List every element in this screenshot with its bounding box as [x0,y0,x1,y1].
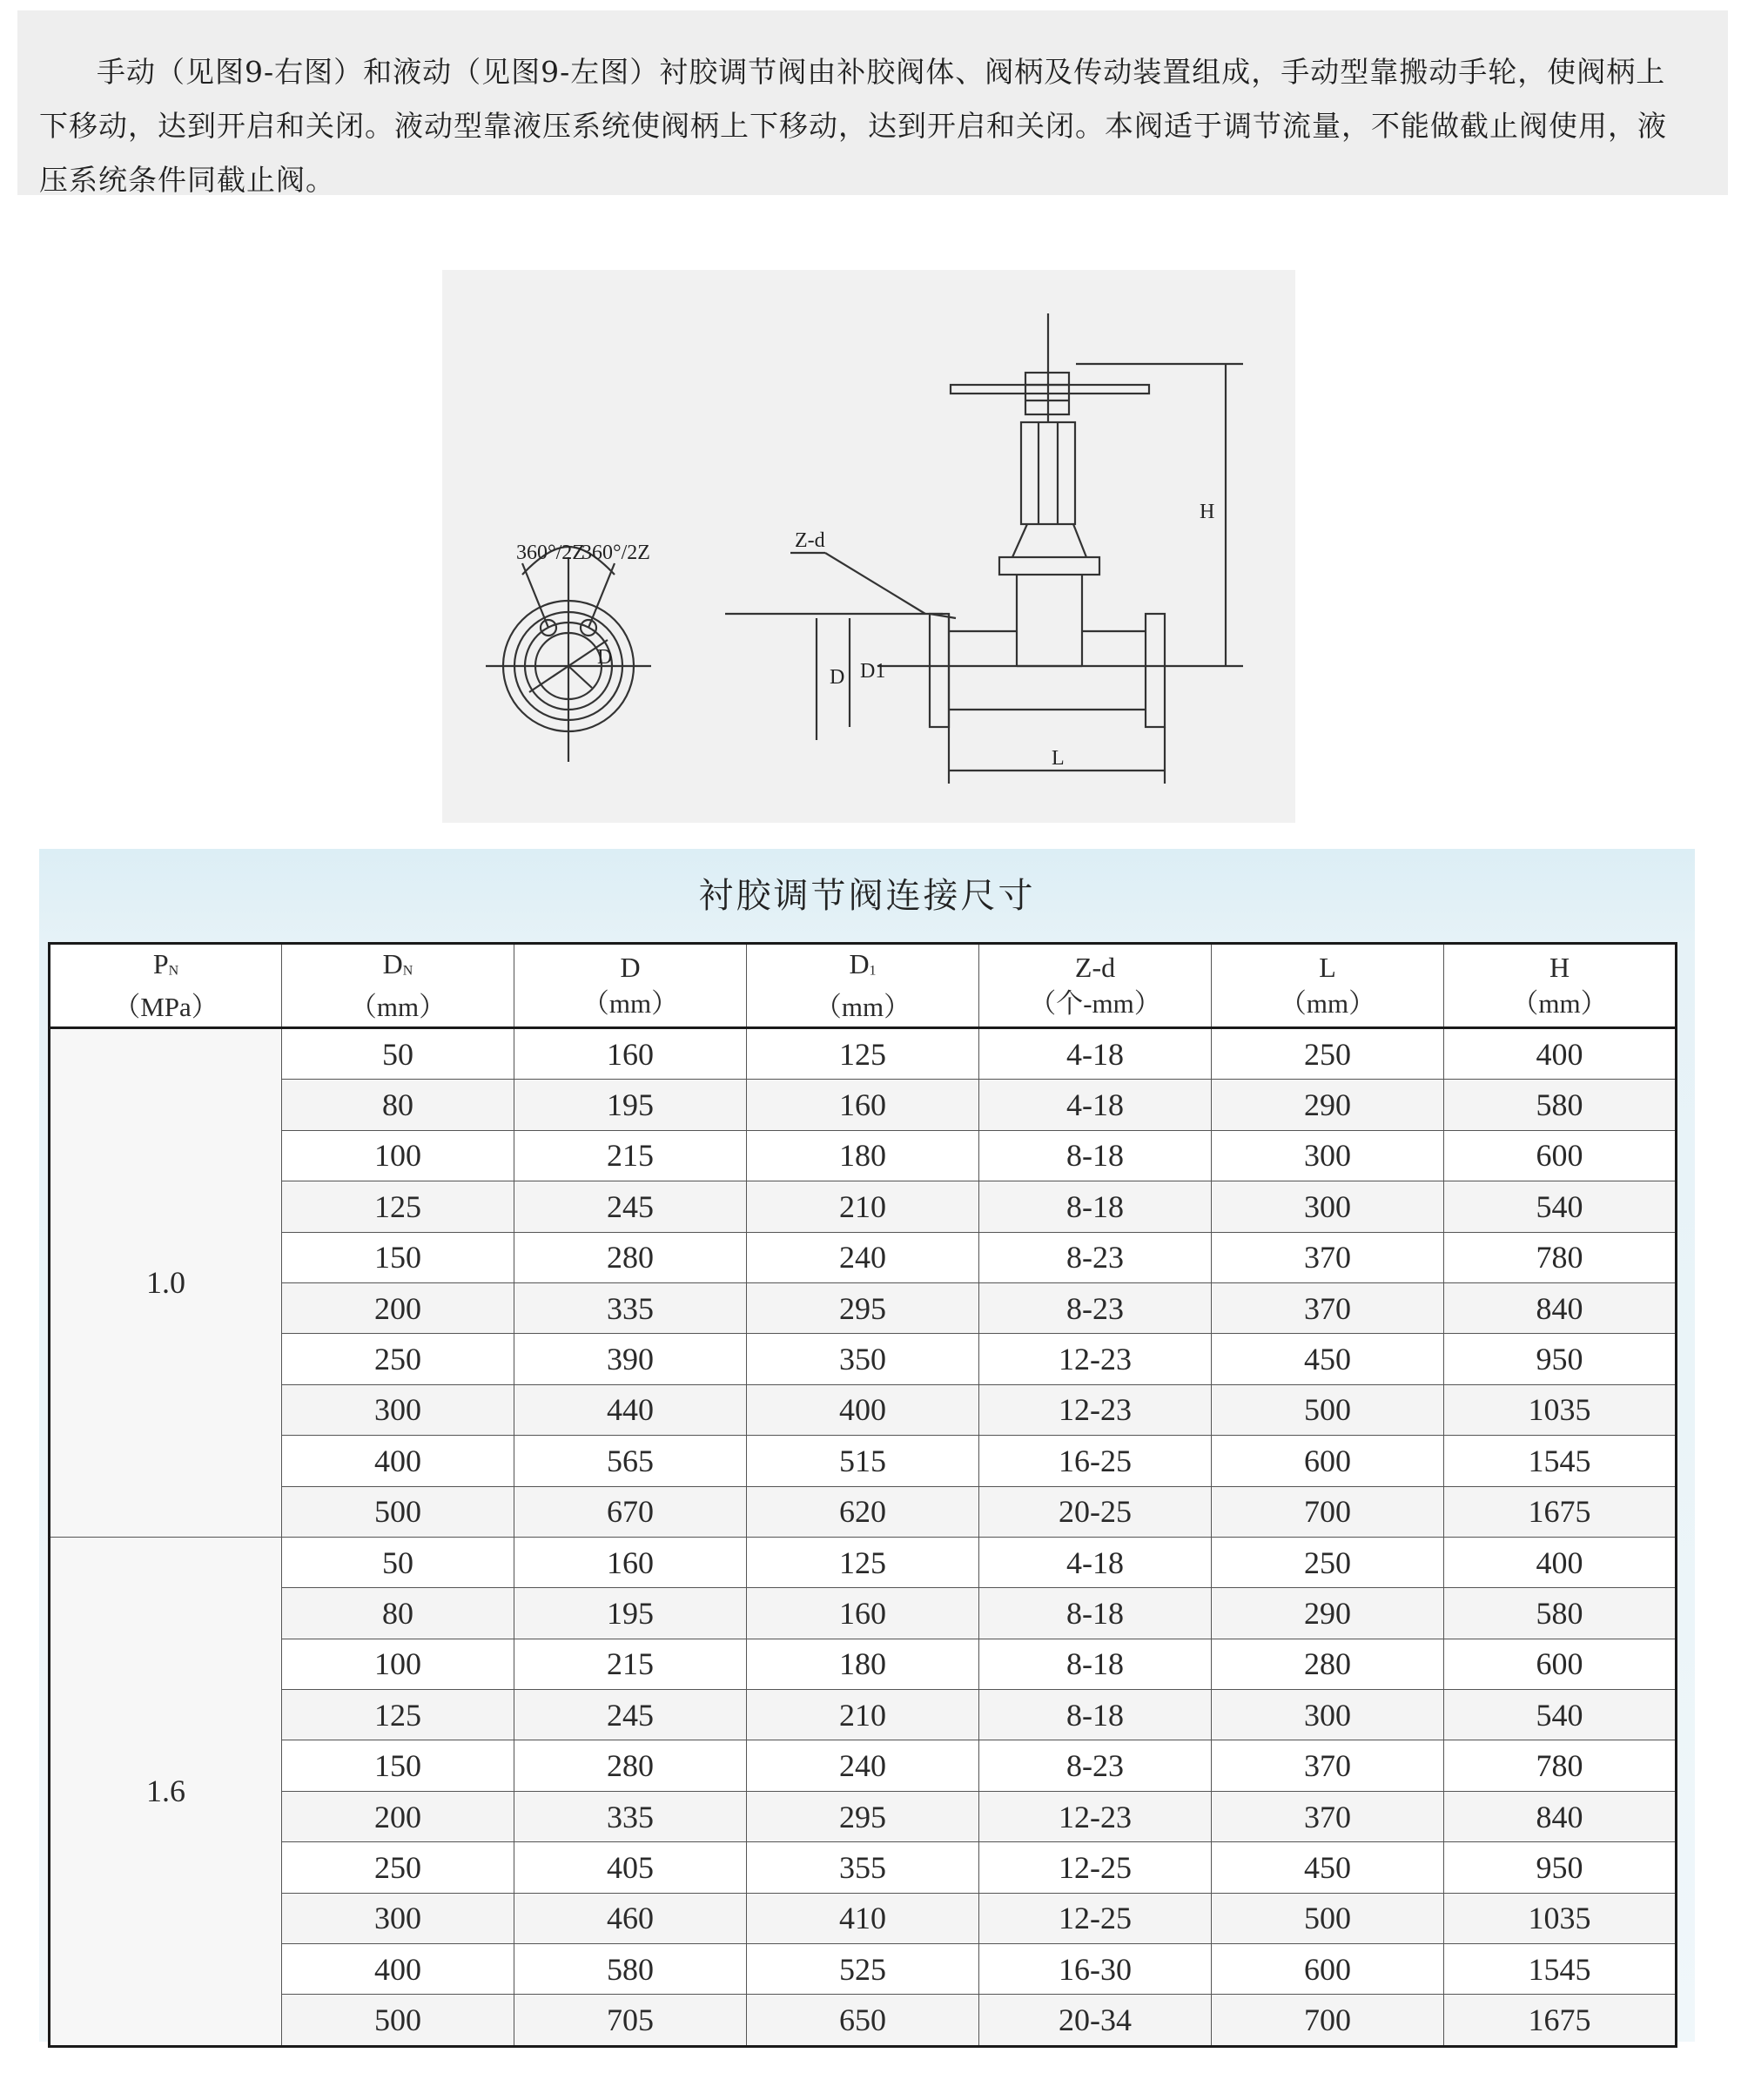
table-cell: 405 [514,1842,747,1893]
table-cell: 210 [747,1690,979,1740]
table-cell: 8-18 [979,1588,1212,1639]
table-cell: 160 [514,1028,747,1080]
column-header-symbol [1212,949,1443,986]
table-cell: 460 [514,1893,747,1943]
table-row [50,1893,1677,1943]
table-header-row [50,944,1677,1028]
pressure-cell: 1.0 [50,1028,282,1538]
valve-drawing [442,270,1295,823]
table-cell: 12-25 [979,1893,1212,1943]
column-header-unit: （MPa） [113,992,218,1023]
column-header-unit: （mm） [1279,988,1376,1019]
table-cell: 580 [1444,1080,1677,1130]
table-cell: 600 [1212,1436,1444,1486]
table-cell: 290 [1212,1588,1444,1639]
table-cell: 500 [1212,1893,1444,1943]
column-header-symbol-main: D [382,947,403,979]
table-cell: 1035 [1444,1384,1677,1435]
table-cell: 540 [1444,1690,1677,1740]
table-cell: 705 [514,1995,747,2046]
table-cell: 410 [747,1893,979,1943]
table-cell: 195 [514,1588,747,1639]
column-header [282,944,514,1028]
table-cell: 8-18 [979,1639,1212,1689]
table-cell: 295 [747,1791,979,1841]
table-cell: 620 [747,1486,979,1537]
table-cell: 300 [1212,1690,1444,1740]
table-row [50,1690,1677,1740]
table-cell: 1675 [1444,1995,1677,2046]
column-header [50,944,282,1028]
table-cell: 160 [747,1080,979,1130]
table-cell: 180 [747,1639,979,1689]
table-cell: 300 [282,1893,514,1943]
table-cell: 80 [282,1588,514,1639]
column-header [1212,944,1444,1028]
table-cell: 370 [1212,1740,1444,1791]
table-cell: 125 [282,1690,514,1740]
column-header-unit: （个-mm） [1029,988,1161,1019]
d1-label: D1 [860,660,886,683]
table-cell: 12-25 [979,1842,1212,1893]
column-header-subscript: N [402,963,413,979]
table-cell: 250 [1212,1028,1444,1080]
table-cell: 540 [1444,1181,1677,1232]
table-row [50,1384,1677,1435]
table-cell: 500 [1212,1384,1444,1435]
table-cell: 1545 [1444,1436,1677,1486]
table-cell: 950 [1444,1334,1677,1384]
table-cell: 440 [514,1384,747,1435]
zd-label: Z-d [795,529,825,552]
dimension-table-panel [39,849,1695,2042]
table-cell: 700 [1212,1486,1444,1537]
column-header-symbol-main: Z-d [1074,952,1116,983]
table-cell: 780 [1444,1740,1677,1791]
column-header [979,944,1212,1028]
intro-paragraph: 手动（见图9-右图）和液动（见图9-左图）衬胶调节阀由补胶阀体、阀柄及传动装置组成，手动型靠搬动手轮，使阀柄上下移动，达到开启和关闭。液动型靠液压系统使阀柄上下移动，达到开启和关闭。本阀适于调节流量，不能做截止阀使用，液压系统条件同截止阀。 [39,55,1667,197]
table-cell: 355 [747,1842,979,1893]
intro-section [17,10,1728,195]
column-header-unit: （mm） [814,992,911,1023]
table-cell: 125 [747,1537,979,1587]
column-header-symbol [747,946,978,990]
table-body [50,1028,1677,2047]
table-cell: 515 [747,1436,979,1486]
table-cell: 300 [1212,1130,1444,1181]
table-cell: 245 [514,1181,747,1232]
table-cell: 335 [514,1791,747,1841]
table-cell: 1035 [1444,1893,1677,1943]
table-cell: 200 [282,1282,514,1333]
table-cell: 450 [1212,1334,1444,1384]
table-cell: 280 [1212,1639,1444,1689]
table-cell: 12-23 [979,1334,1212,1384]
table-cell: 250 [1212,1537,1444,1587]
d-label: D [830,666,845,689]
table-cell: 240 [747,1740,979,1791]
table-cell: 8-23 [979,1232,1212,1282]
table-cell: 50 [282,1537,514,1587]
table-cell: 295 [747,1282,979,1333]
column-header-symbol [514,949,746,986]
table-row [50,1639,1677,1689]
column-header [1444,944,1677,1028]
table-cell: 20-25 [979,1486,1212,1537]
dimension-table [48,942,1677,2048]
table-cell: 150 [282,1232,514,1282]
table-cell: 215 [514,1639,747,1689]
table-cell: 12-23 [979,1791,1212,1841]
table-cell: 100 [282,1130,514,1181]
angle-right-label: 360°/2Z [581,542,650,564]
table-row [50,1944,1677,1995]
column-header-symbol [1444,949,1675,986]
table-cell: 180 [747,1130,979,1181]
table-cell: 4-18 [979,1080,1212,1130]
table-row [50,1740,1677,1791]
table-cell: 500 [282,1486,514,1537]
column-header-symbol-main: H [1549,952,1570,983]
table-cell: 400 [747,1384,979,1435]
table-cell: 12-23 [979,1384,1212,1435]
table-cell: 16-25 [979,1436,1212,1486]
table-title: 衬胶调节阀连接尺寸 [698,876,1036,916]
table-cell: 525 [747,1944,979,1995]
column-header-symbol-main: P [152,947,169,979]
table-cell: 215 [514,1130,747,1181]
table-row [50,1486,1677,1537]
table-cell: 80 [282,1080,514,1130]
table-cell: 100 [282,1639,514,1689]
column-header [514,944,747,1028]
table-cell: 700 [1212,1995,1444,2046]
column-header-symbol-main: L [1319,952,1336,983]
table-cell: 400 [282,1944,514,1995]
table-cell: 370 [1212,1791,1444,1841]
flange-end-view [486,547,651,762]
table-cell: 370 [1212,1282,1444,1333]
table-cell: 565 [514,1436,747,1486]
table-cell: 650 [747,1995,979,2046]
column-header [747,944,979,1028]
column-header-subscript: N [168,963,179,979]
table-row [50,1181,1677,1232]
table-cell: 400 [1444,1028,1677,1080]
column-header-unit: （mm） [581,988,679,1019]
table-row [50,1130,1677,1181]
table-cell: 400 [282,1436,514,1486]
angle-left-label: 360°/2Z [516,542,585,564]
table-cell: 1675 [1444,1486,1677,1537]
table-cell: 125 [747,1028,979,1080]
column-header-symbol [50,946,281,990]
table-cell: 600 [1444,1130,1677,1181]
table-cell: 600 [1444,1639,1677,1689]
table-cell: 300 [282,1384,514,1435]
table-row [50,1334,1677,1384]
table-cell: 250 [282,1842,514,1893]
table-row [50,1842,1677,1893]
table-cell: 350 [747,1334,979,1384]
column-header-subscript: 1 [869,963,877,979]
column-header-symbol [979,949,1211,986]
table-cell: 780 [1444,1232,1677,1282]
table-cell: 160 [514,1537,747,1587]
table-cell: 950 [1444,1842,1677,1893]
table-cell: 195 [514,1080,747,1130]
column-header-unit: （mm） [349,992,447,1023]
pressure-cell: 1.6 [50,1537,282,2046]
table-cell: 8-23 [979,1282,1212,1333]
table-cell: 840 [1444,1791,1677,1841]
table-row [50,1232,1677,1282]
table-cell: 400 [1444,1537,1677,1587]
table-cell: 150 [282,1740,514,1791]
column-header-symbol-main: D [849,947,870,979]
table-row [50,1791,1677,1841]
table-cell: 1545 [1444,1944,1677,1995]
table-row [50,1537,1677,1587]
table-cell: 840 [1444,1282,1677,1333]
table-cell: 450 [1212,1842,1444,1893]
table-cell: 670 [514,1486,747,1537]
table-cell: 580 [1444,1588,1677,1639]
table-cell: 370 [1212,1232,1444,1282]
table-row [50,1282,1677,1333]
table-cell: 8-18 [979,1181,1212,1232]
column-header-symbol [282,946,514,990]
table-cell: 500 [282,1995,514,2046]
table-cell: 600 [1212,1944,1444,1995]
column-header-unit: （mm） [1511,988,1608,1019]
table-cell: 160 [747,1588,979,1639]
table-cell: 250 [282,1334,514,1384]
table-cell: 280 [514,1232,747,1282]
table-cell: 8-23 [979,1740,1212,1791]
table-cell: 390 [514,1334,747,1384]
table-cell: 210 [747,1181,979,1232]
table-cell: 240 [747,1232,979,1282]
table-row [50,1028,1677,1080]
table-row [50,1436,1677,1486]
table-cell: 335 [514,1282,747,1333]
table-cell: 8-18 [979,1130,1212,1181]
table-cell: 4-18 [979,1028,1212,1080]
table-cell: 280 [514,1740,747,1791]
table-cell: 125 [282,1181,514,1232]
table-cell: 580 [514,1944,747,1995]
l-label: L [1052,747,1065,770]
table-cell: 290 [1212,1080,1444,1130]
table-cell: 20-34 [979,1995,1212,2046]
circle-d-label: D [597,646,613,669]
table-cell: 245 [514,1690,747,1740]
table-cell: 16-30 [979,1944,1212,1995]
h-label: H [1200,501,1215,523]
table-cell: 4-18 [979,1537,1212,1587]
table-cell: 200 [282,1791,514,1841]
table-cell: 300 [1212,1181,1444,1232]
table-row [50,1080,1677,1130]
table-row [50,1588,1677,1639]
table-row [50,1995,1677,2046]
column-header-symbol-main: D [620,952,641,983]
valve-drawing-svg [442,270,1295,823]
table-cell: 8-18 [979,1690,1212,1740]
table-cell: 50 [282,1028,514,1080]
